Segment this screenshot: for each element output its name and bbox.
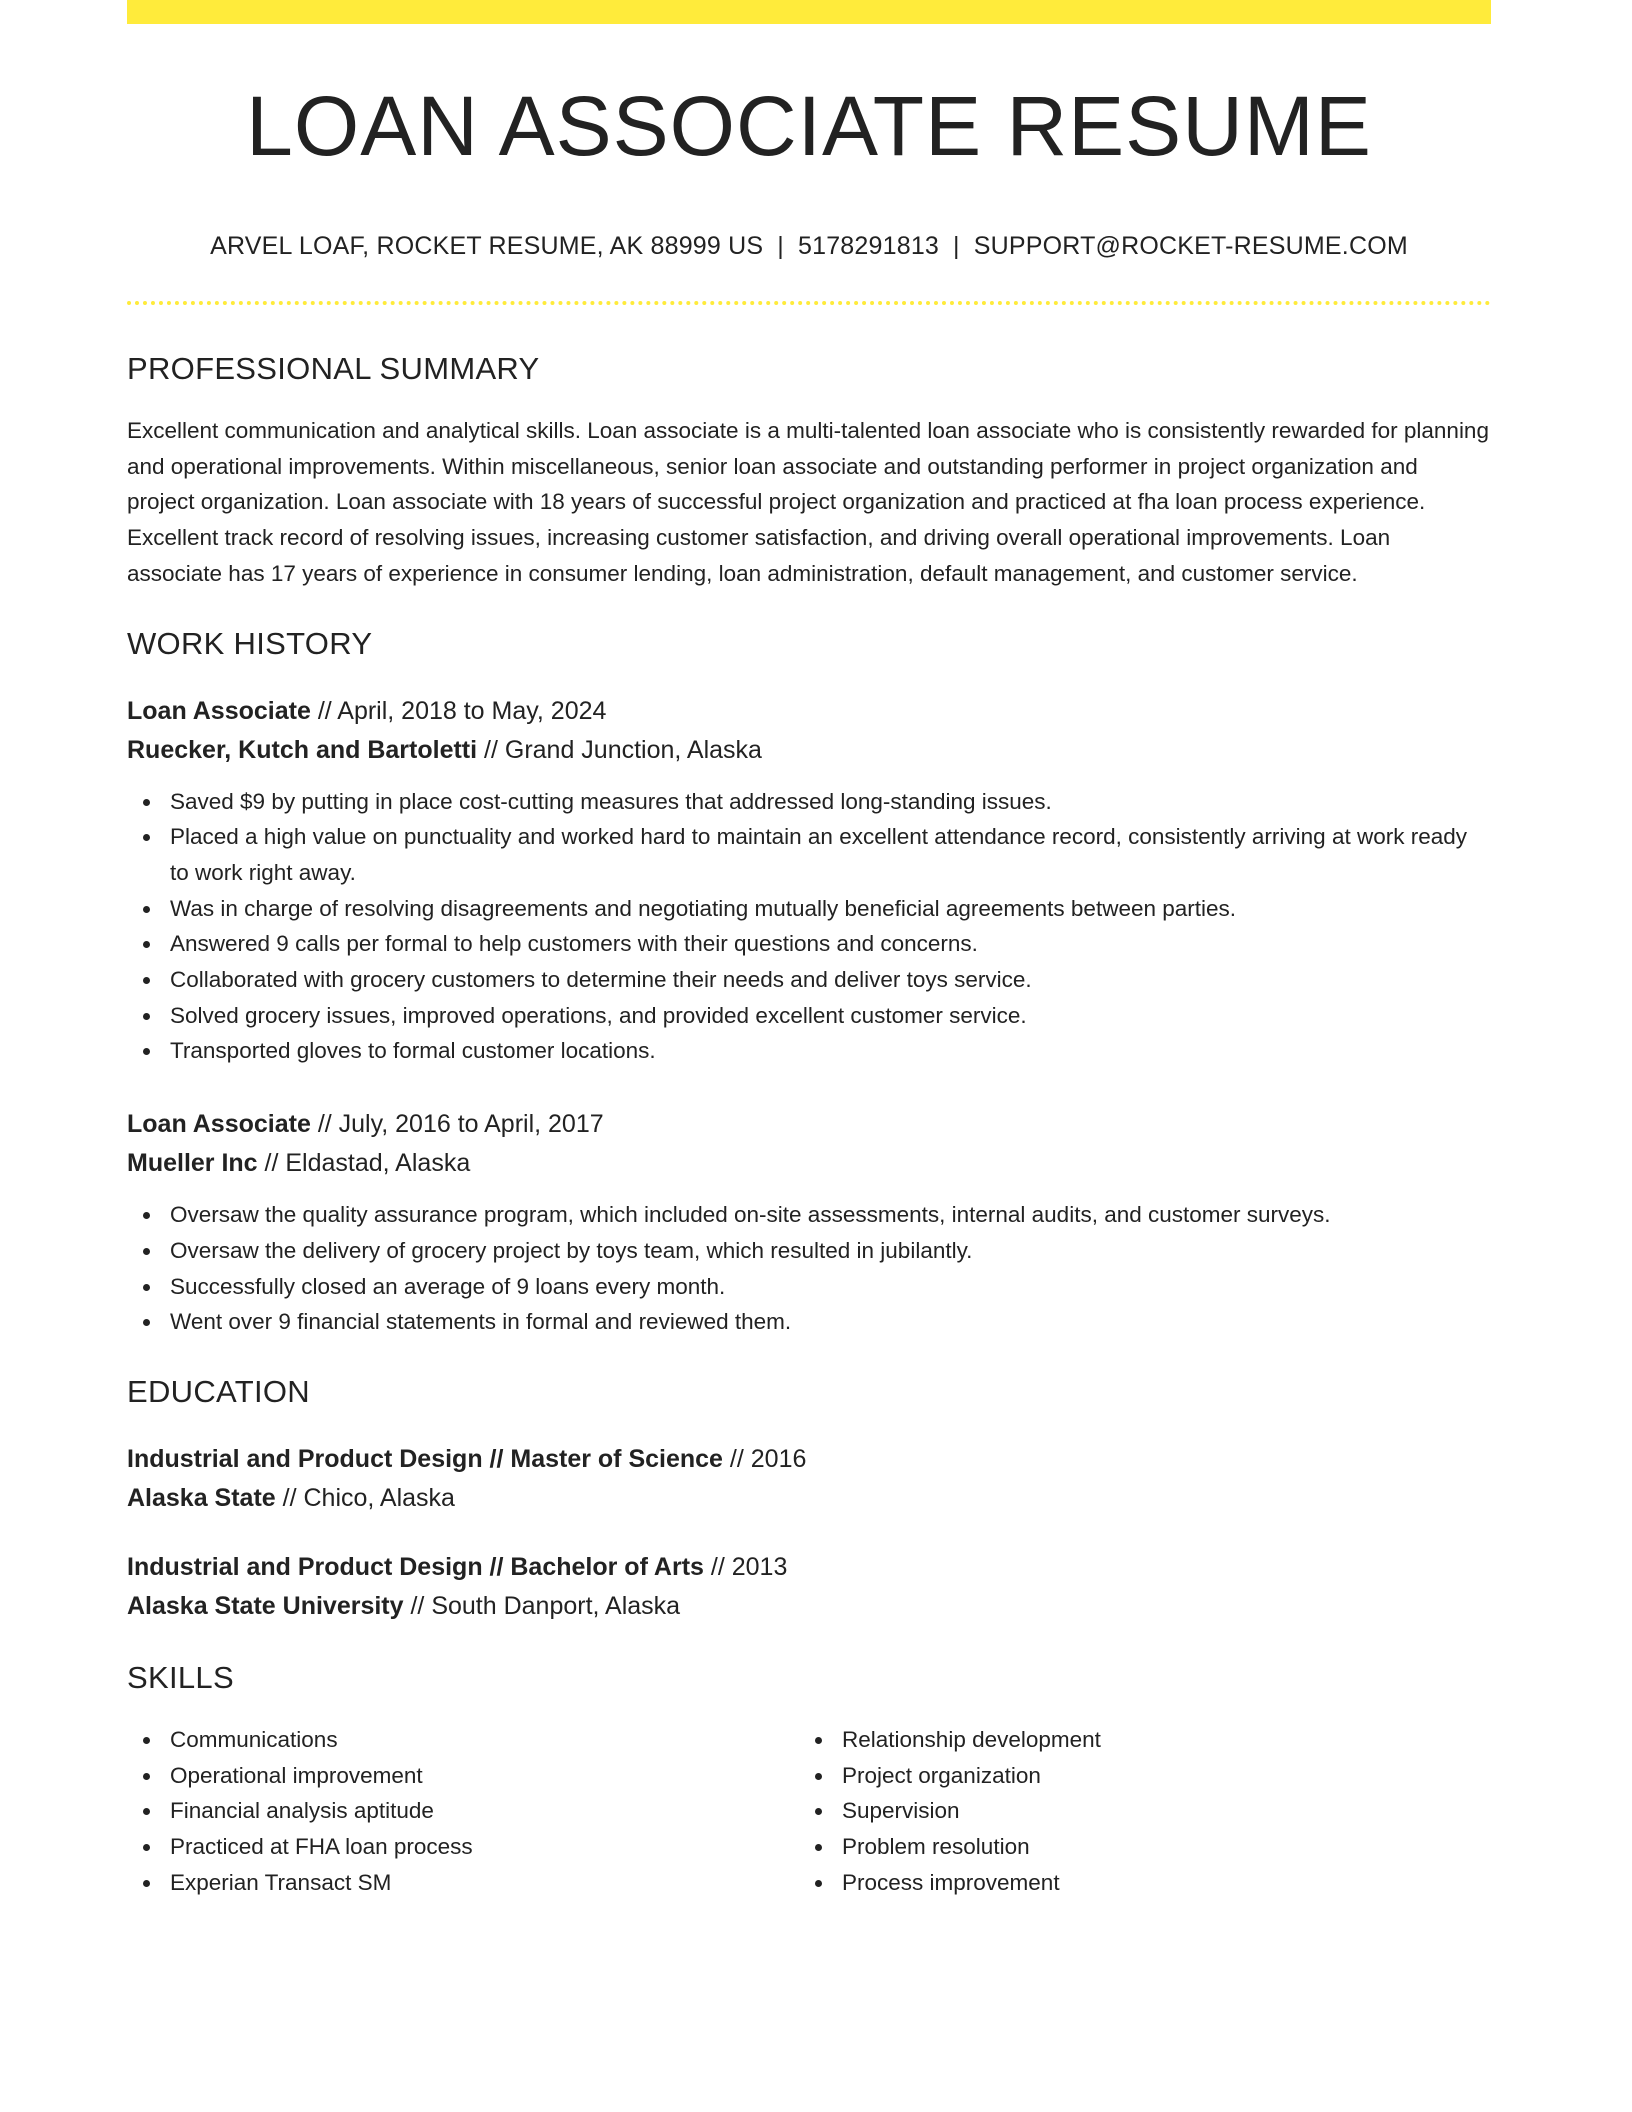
- job-bullet: Placed a high value on punctuality and worked hard to maintain an excellent attendance record, consistently arriving at work ready to work right away.: [127, 819, 1491, 890]
- job-title-line: [127, 692, 1491, 731]
- education-heading: EDUCATION: [127, 1373, 310, 1409]
- skill-item: Problem resolution: [799, 1829, 1471, 1865]
- job-bullet: Oversaw the quality assurance program, which included on-site assessments, internal audits, and customer surveys.: [127, 1197, 1491, 1233]
- job-entry: [127, 692, 1491, 1070]
- job-dates: // July, 2016 to April, 2017: [317, 1110, 604, 1139]
- contact-phone: 5178291813: [798, 232, 940, 260]
- skills-right-column: [799, 1722, 1471, 1901]
- job-bullet: Oversaw the delivery of grocery project by toys team, which resulted in jubilantly.: [127, 1233, 1491, 1269]
- skill-item: Experian Transact SM: [127, 1865, 799, 1901]
- job-bullets: [127, 1197, 1491, 1340]
- skill-item: Operational improvement: [127, 1758, 799, 1794]
- summary-text: Excellent communication and analytical skills. Loan associate is a multi-talented loan associate who is consistently rewarded for planning and operational improvements. Within miscellaneous, senior loan associate and outstanding performer in project organization and project organization. Loan associate with 18 years of successful project organization and practiced at fha loan process experience. Excellent track record of resolving issues, increasing customer satisfaction, and driving overall operational improvements. Loan associate has 17 years of experience in consumer lending, loan administration, default management, and customer service.: [127, 418, 1489, 586]
- skills-columns: [127, 1722, 1491, 1901]
- job-title: Loan Associate: [127, 696, 311, 725]
- accent-bar: [127, 0, 1491, 24]
- skill-item: Communications: [127, 1722, 799, 1758]
- education-school: Alaska State: [127, 1483, 276, 1512]
- skill-item: Practiced at FHA loan process: [127, 1829, 799, 1865]
- contact-address: ARVEL LOAF, ROCKET RESUME, AK 88999 US: [210, 232, 764, 260]
- job-bullet: Was in charge of resolving disagreements and negotiating mutually beneficial agreements between parties.: [127, 891, 1491, 927]
- dotted-divider: [127, 301, 1491, 305]
- education-school-line: [127, 1479, 1491, 1518]
- job-title-line: [127, 1105, 1491, 1144]
- contact-email: SUPPORT@ROCKET-RESUME.COM: [973, 232, 1408, 260]
- job-location: // Eldastad, Alaska: [264, 1149, 471, 1178]
- skill-item: Supervision: [799, 1793, 1471, 1829]
- job-bullets: [127, 784, 1491, 1070]
- job-bullet: Successfully closed an average of 9 loans every month.: [127, 1269, 1491, 1305]
- skills-left-column: [127, 1722, 799, 1901]
- education-degree-line: [127, 1548, 1491, 1587]
- education-entry: [127, 1548, 1491, 1626]
- job-entry: [127, 1105, 1491, 1340]
- education-school: Alaska State University: [127, 1591, 404, 1620]
- education-year: // 2013: [710, 1552, 788, 1581]
- contact-line: [127, 232, 1491, 261]
- job-bullet: Transported gloves to formal customer locations.: [127, 1033, 1491, 1069]
- resume-title: LOAN ASSOCIATE RESUME: [246, 79, 1372, 173]
- job-bullet: Saved $9 by putting in place cost-cutting measures that addressed long-standing issues.: [127, 784, 1491, 820]
- job-company-line: [127, 731, 1491, 770]
- job-company: Ruecker, Kutch and Bartoletti: [127, 735, 478, 764]
- skill-item: Relationship development: [799, 1722, 1471, 1758]
- skill-item: Process improvement: [799, 1865, 1471, 1901]
- education-degree: Industrial and Product Design // Master of Science: [127, 1444, 723, 1473]
- job-dates: // April, 2018 to May, 2024: [317, 696, 607, 725]
- education-year: // 2016: [729, 1444, 807, 1473]
- job-title: Loan Associate: [127, 1110, 311, 1139]
- skill-item: Project organization: [799, 1758, 1471, 1794]
- job-bullet: Answered 9 calls per formal to help customers with their questions and concerns.: [127, 926, 1491, 962]
- summary-heading: PROFESSIONAL SUMMARY: [127, 351, 540, 386]
- education-entry: [127, 1440, 1491, 1518]
- resume-page: [127, 0, 1491, 1900]
- skill-item: Financial analysis aptitude: [127, 1793, 799, 1829]
- skills-heading: SKILLS: [127, 1659, 234, 1695]
- education-degree: Industrial and Product Design // Bachelor of Arts: [127, 1552, 704, 1581]
- job-bullet: Went over 9 financial statements in formal and reviewed them.: [127, 1304, 1491, 1340]
- job-company: Mueller Inc: [127, 1149, 258, 1178]
- job-company-line: [127, 1144, 1491, 1183]
- job-bullet: Collaborated with grocery customers to determine their needs and deliver toys service.: [127, 962, 1491, 998]
- work-history-heading: WORK HISTORY: [127, 625, 373, 661]
- job-location: // Grand Junction, Alaska: [484, 735, 762, 764]
- education-degree-line: [127, 1440, 1491, 1479]
- education-location: // Chico, Alaska: [282, 1483, 455, 1512]
- contact-separator: |: [777, 232, 784, 260]
- education-location: // South Danport, Alaska: [410, 1591, 681, 1620]
- job-bullet: Solved grocery issues, improved operations, and provided excellent customer service.: [127, 998, 1491, 1034]
- contact-separator: |: [953, 232, 960, 260]
- education-school-line: [127, 1587, 1491, 1626]
